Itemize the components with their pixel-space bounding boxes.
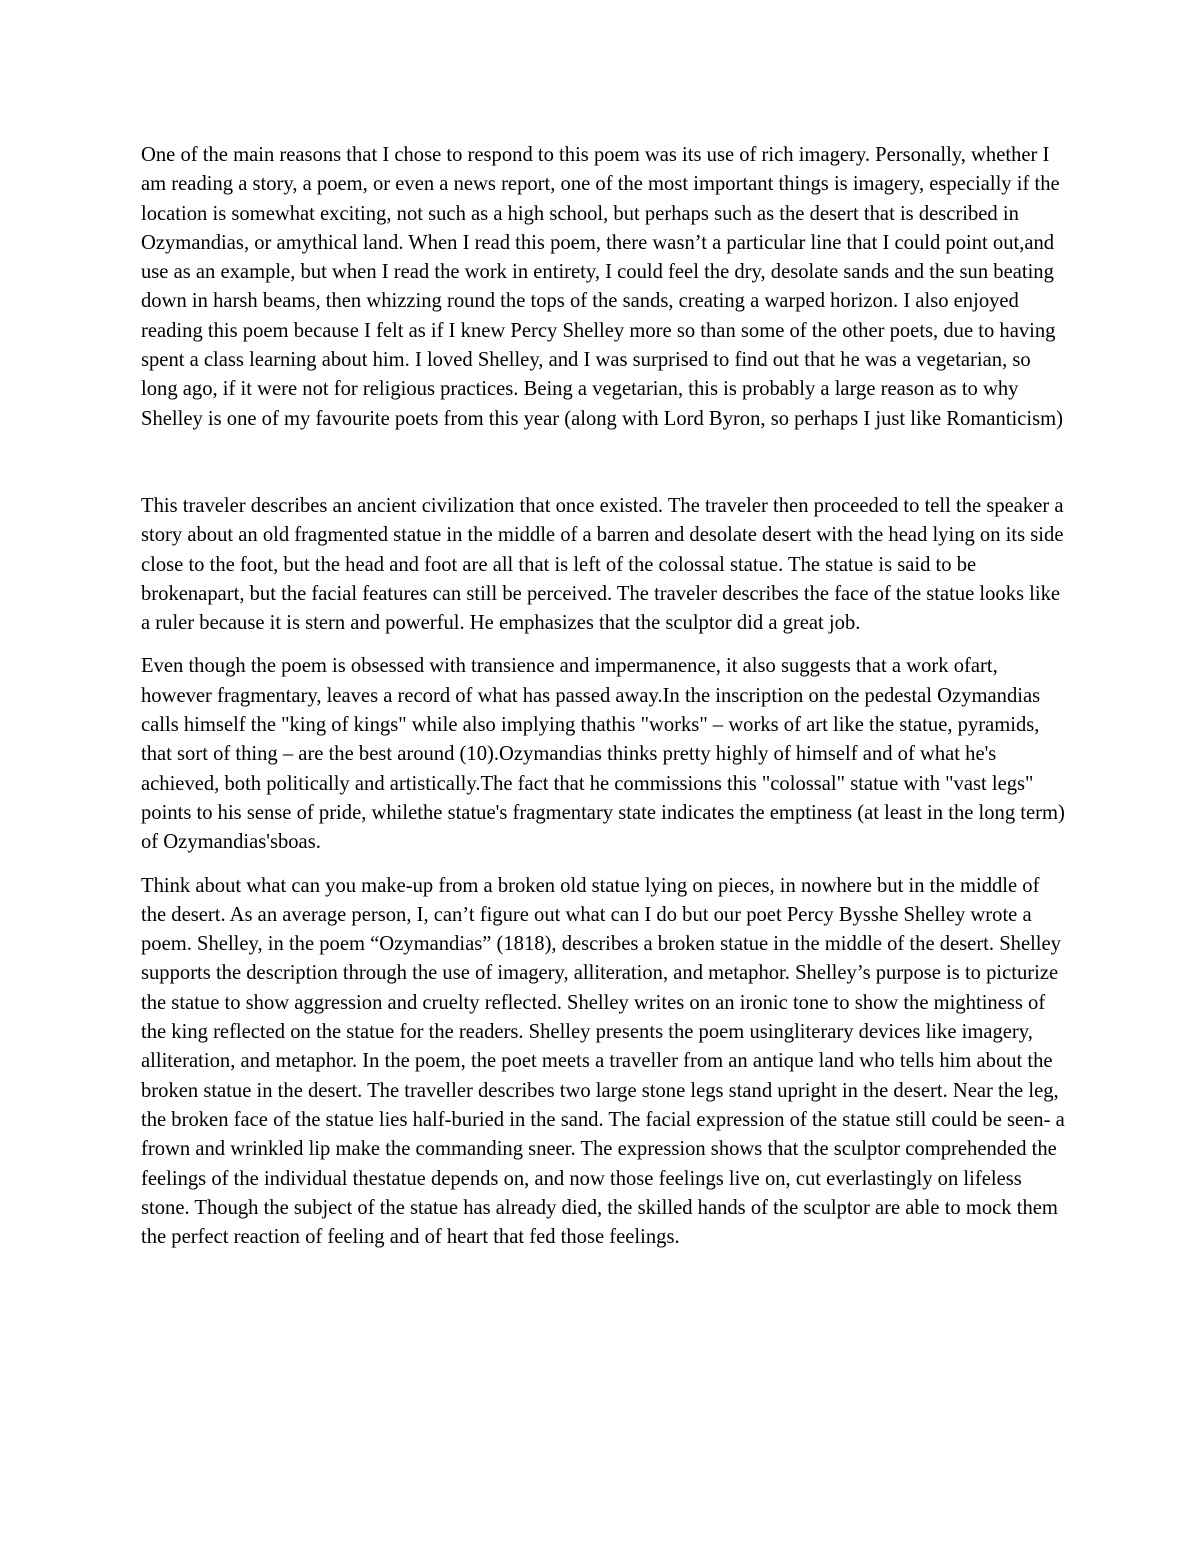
paragraph-imagery-response: One of the main reasons that I chose to respond to this poem was its use of rich imagery. Personally, whether I am reading a story, a poem, or even a news report, one of the most important things is imagery, especially if the location is somewhat exciting, not such as a high school, but perhaps such as the desert that is described in Ozymandias, or amythical land. When I read this poem, there wasn’t a particular line that I could point out,and use as an example, but when I read the work in entirety, I could feel the dry, desolate sands and the sun beating down in harsh beams, then whizzing round the tops of the sands, creating a warped horizon. I also enjoyed reading this poem because I felt as if I knew Percy Shelley more so than some of the other poets, due to having spent a class learning about him. I loved Shelley, and I was surprised to find out that he was a vegetarian, so long ago, if it were not for religious practices. Being a vegetarian, this is probably a large reason as to why Shelley is one of my favourite poets from this year (along with Lord Byron, so perhaps I just like Romanticism) — [141, 144, 1063, 430]
document-body — [141, 141, 1066, 1252]
paragraph-broken-statue: Think about what can you make-up from a broken old statue lying on pieces, in nowhere but in the middle of the desert. As an average person, I, can’t figure out what can I do but our poet Percy Bysshe Shelley wrote a poem. Shelley, in the poem “Ozymandias” (1818), describes a broken statue in the middle of the desert. Shelley supports the description through the use of imagery, alliteration, and metaphor. Shelley’s purpose is to picturize the statue to show aggression and cruelty reflected. Shelley writes on an ironic tone to show the mightiness of the king reflected on the statue for the readers. Shelley presents the poem usingliterary devices like imagery, alliteration, and metaphor. In the poem, the poet meets a traveller from an antique land who tells him about the broken statue in the desert. The traveller describes two large stone legs stand upright in the desert. Near the leg, the broken face of the statue lies half-buried in the sand. The facial expression of the statue still could be seen- a frown and wrinkled lip make the commanding sneer. The expression shows that the sculptor comprehended the feelings of the individual thestatue depends on, and now those feelings live on, cut everlastingly on lifeless stone. Though the subject of the statue has already died, the skilled hands of the sculptor are able to mock them the perfect reaction of feeling and of heart that fed those feelings. — [141, 874, 1065, 1249]
paragraph-traveler-description: This traveler describes an ancient civilization that once existed. The traveler then proceeded to tell the speaker a story about an old fragmented statue in the middle of a barren and desolate desert with the head lying on its side close to the foot, but the head and foot are all that is left of the colossal statue. The statue is said to be brokenapart, but the facial features can still be perceived. The traveler describes the face of the statue looks like a ruler because it is stern and powerful. He emphasizes that the sculptor did a great job. — [141, 494, 1064, 635]
paragraph-transience: Even though the poem is obsessed with transience and impermanence, it also suggests that a work ofart, however fragmentary, leaves a record of what has passed away.In the inscription on the pedestal Ozymandias calls himself the "king of kings" while also implying thathis "works" – works of art like the statue, pyramids, that sort of thing – are the best around (10).Ozymandias thinks pretty highly of himself and of what he's achieved, both politically and artistically.The fact that he commissions this "colossal" statue with "vast legs" points to his sense of pride, whilethe statue's fragmentary state indicates the emptiness (at least in the long term) of Ozymandias'sboas. — [141, 655, 1065, 854]
